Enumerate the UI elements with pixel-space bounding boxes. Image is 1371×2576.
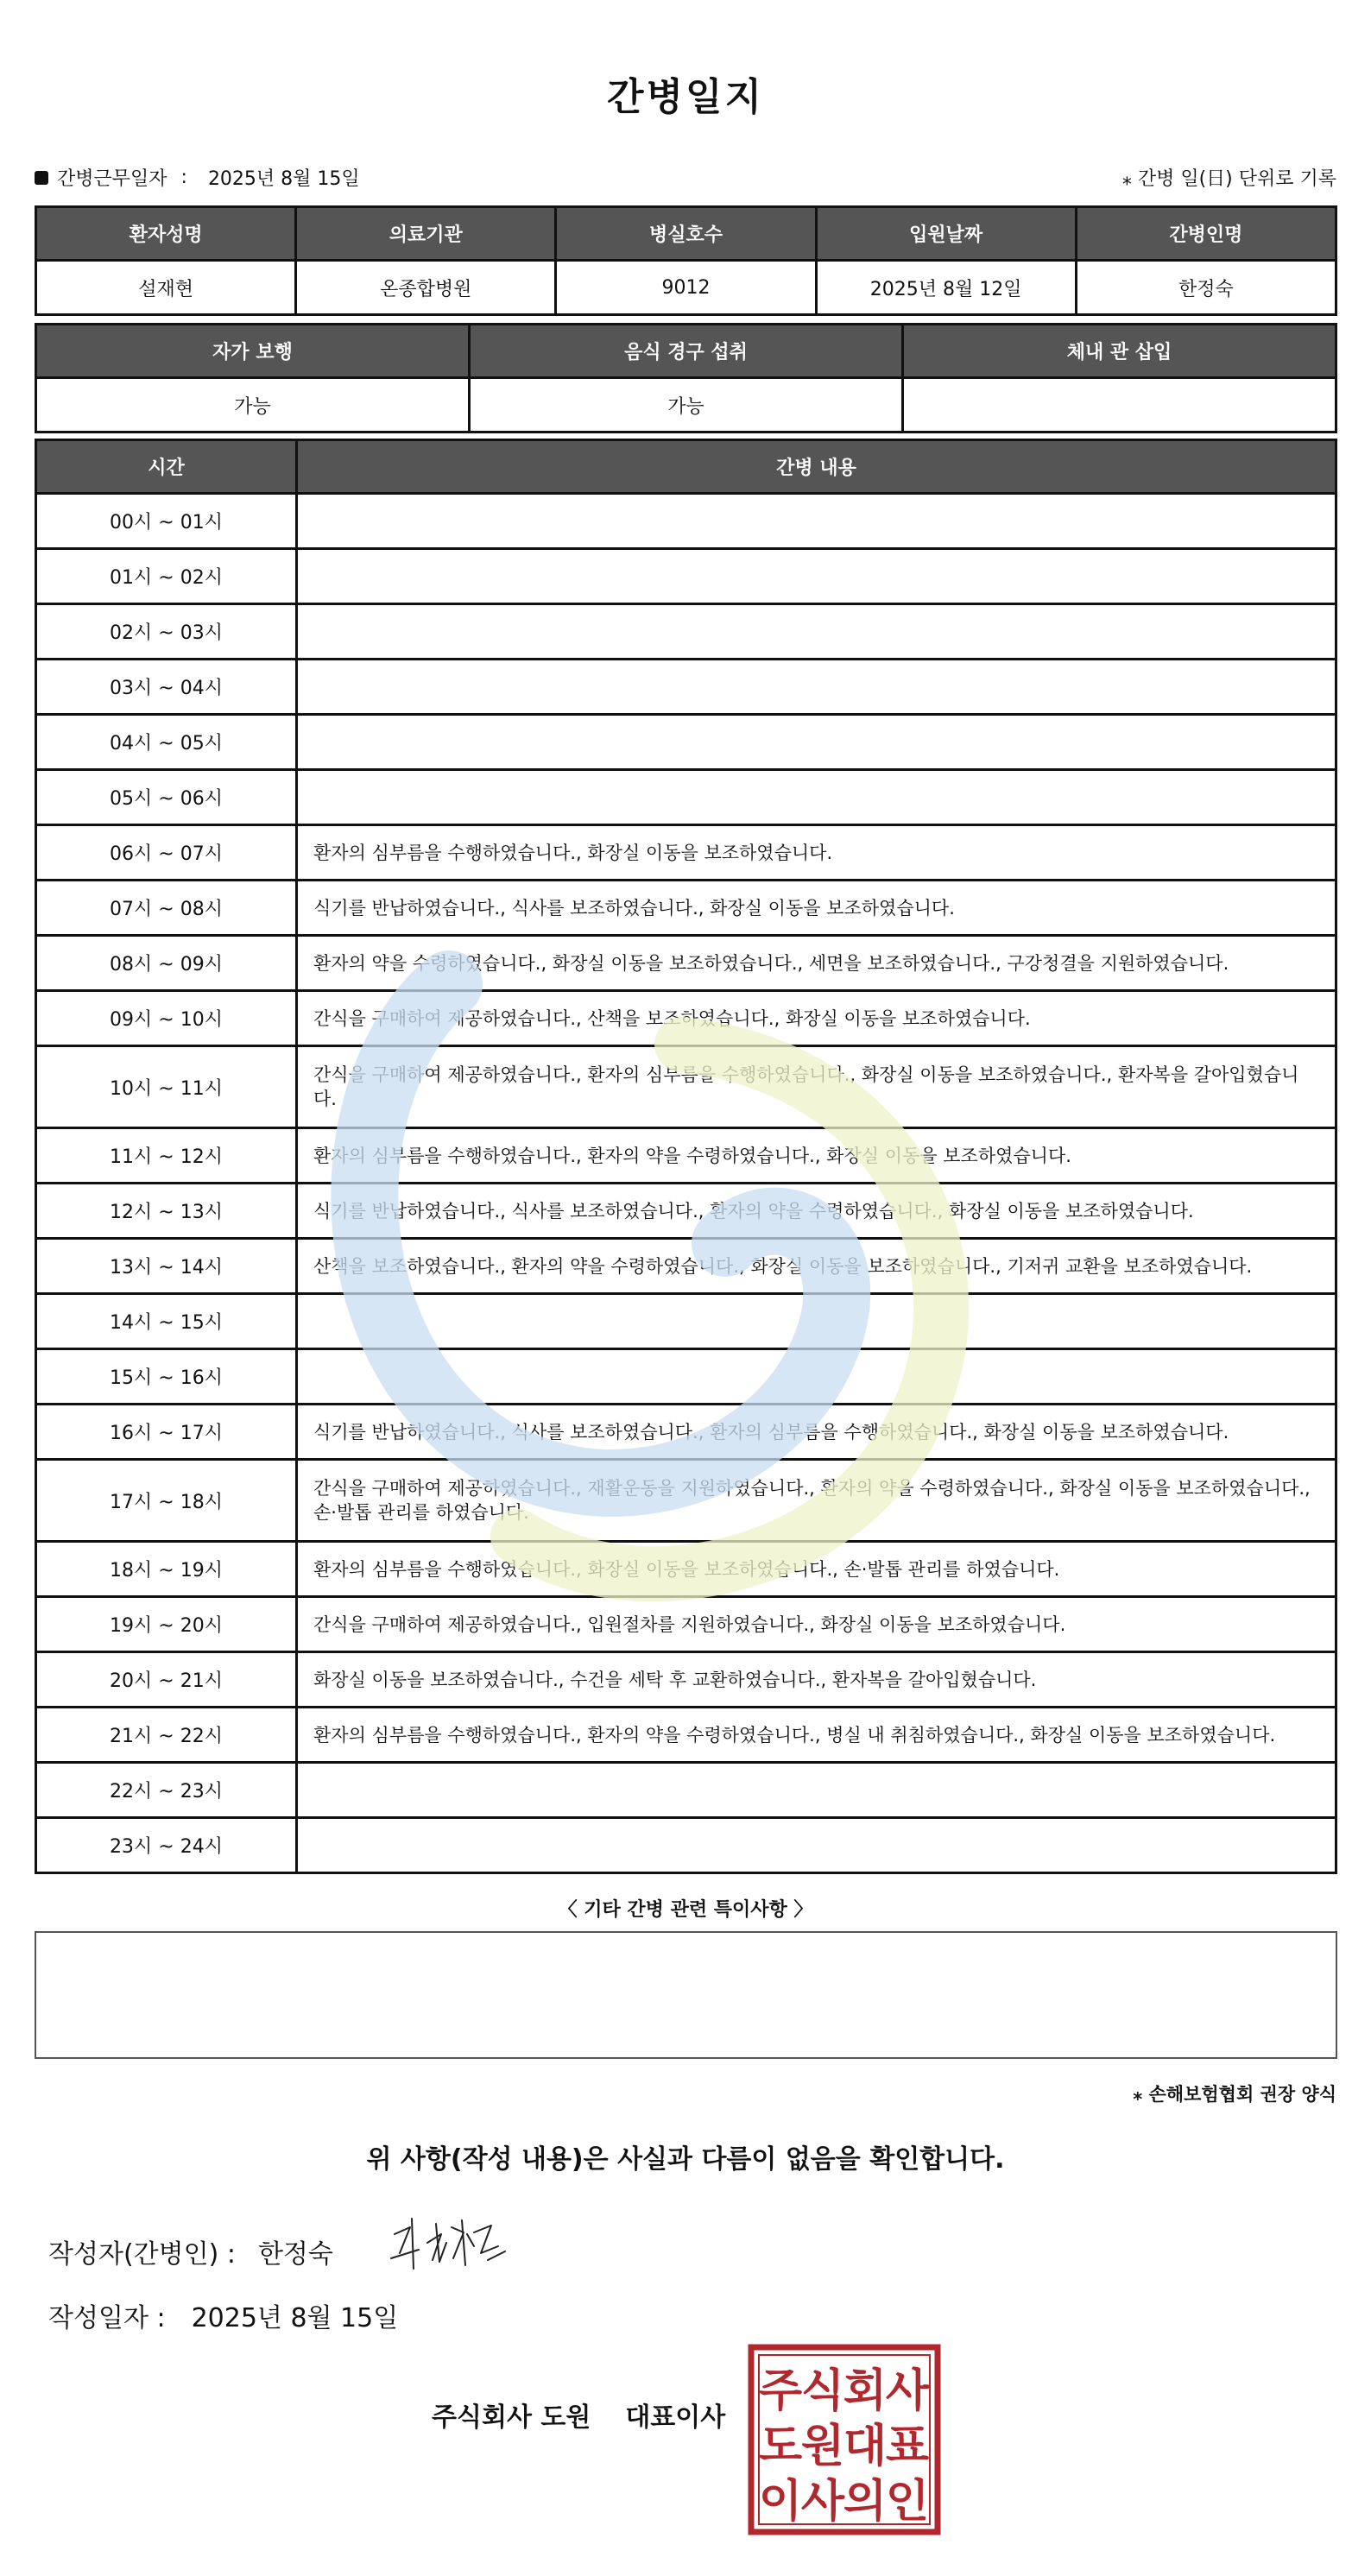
table-row <box>36 1294 1336 1349</box>
care-content: 식기를 반납하였습니다., 식사를 보조하였습니다., 화장실 이동을 보조하였습니다. <box>297 881 1336 936</box>
patient-status-table <box>35 323 1337 433</box>
care-content <box>297 1349 1336 1405</box>
seal-character: 의 <box>843 2476 888 2528</box>
table-row <box>36 1763 1336 1818</box>
patient-name: 설재현 <box>36 261 296 315</box>
caregiver-name: 한정숙 <box>1076 261 1336 315</box>
written-date-value: 2025년 8월 15일 <box>191 2303 399 2333</box>
care-content: 간식을 구매하여 제공하였습니다., 재활운동을 지원하였습니다., 환자의 약을 수령하였습니다., 화장실 이동을 보조하였습니다., 손·발톱 관리를 하였습니다. <box>297 1460 1336 1542</box>
table-row <box>36 1542 1336 1597</box>
care-content <box>297 1763 1336 1818</box>
care-content: 간식을 구매하여 제공하였습니다., 환자의 심부름을 수행하였습니다., 화장실 이동을 보조하였습니다., 환자복을 갈아입혔습니다. <box>297 1046 1336 1128</box>
header-time: 시간 <box>36 440 297 494</box>
self-walking-value: 가능 <box>36 378 470 432</box>
time-slot: 22시 ~ 23시 <box>36 1763 297 1818</box>
writer-line <box>48 2232 333 2270</box>
header-self-walking: 자가 보행 <box>36 325 470 378</box>
writer-label: 작성자(간병인) : <box>48 2239 236 2270</box>
care-content: 간식을 구매하여 제공하였습니다., 입원절차를 지원하였습니다., 화장실 이동을 보조하였습니다. <box>297 1597 1336 1652</box>
table-row <box>36 825 1336 881</box>
time-slot: 17시 ~ 18시 <box>36 1460 297 1542</box>
care-content: 환자의 심부름을 수행하였습니다., 환자의 약을 수령하였습니다., 병실 내 취침하였습니다., 화장실 이동을 보조하였습니다. <box>297 1708 1336 1763</box>
care-content <box>297 549 1336 604</box>
recommend-note: ⁎ 손해보험협회 권장 양식 <box>1133 2084 1336 2105</box>
header-hospital: 의료기관 <box>296 207 556 261</box>
company-seal-stamp <box>748 2344 941 2535</box>
table-row <box>36 1708 1336 1763</box>
seal-character: 표 <box>885 2421 930 2472</box>
time-slot: 04시 ~ 05시 <box>36 715 297 770</box>
care-content: 화장실 이동을 보조하였습니다., 수건을 세탁 후 교환하였습니다., 환자복을 갈아입혔습니다. <box>297 1652 1336 1708</box>
table-row <box>36 1818 1336 1873</box>
table-row <box>36 549 1336 604</box>
care-content <box>297 770 1336 825</box>
time-slot: 21시 ~ 22시 <box>36 1708 297 1763</box>
seal-character: 식 <box>800 2365 845 2417</box>
time-slot: 14시 ~ 15시 <box>36 1294 297 1349</box>
hospital-name: 온종합병원 <box>296 261 556 315</box>
time-slot: 18시 ~ 19시 <box>36 1542 297 1597</box>
time-slot: 07시 ~ 08시 <box>36 881 297 936</box>
seal-character: 인 <box>885 2476 930 2528</box>
table-row <box>36 1405 1336 1460</box>
time-slot: 00시 ~ 01시 <box>36 494 297 549</box>
time-slot: 12시 ~ 13시 <box>36 1184 297 1239</box>
seal-character: 이 <box>758 2476 803 2528</box>
admission-date: 2025년 8월 12일 <box>816 261 1076 315</box>
care-content: 식기를 반납하였습니다., 식사를 보조하였습니다., 환자의 심부름을 수행하였습니다., 화장실 이동을 보조하였습니다. <box>297 1405 1336 1460</box>
written-date-line <box>48 2296 398 2334</box>
time-slot: 08시 ~ 09시 <box>36 936 297 991</box>
header-oral-intake: 음식 경구 섭취 <box>470 325 903 378</box>
care-content <box>297 604 1336 660</box>
seal-character: 사 <box>800 2476 845 2528</box>
table-row <box>36 770 1336 825</box>
table-row <box>36 1239 1336 1294</box>
table-row <box>36 660 1336 715</box>
table-row <box>36 1597 1336 1652</box>
care-content <box>297 715 1336 770</box>
work-date-separator: : <box>180 167 187 188</box>
confirm-statement: 위 사항(작성 내용)은 사실과 다름이 없음을 확인합니다. <box>366 2144 1005 2175</box>
header-caregiver-name: 간병인명 <box>1076 207 1336 261</box>
written-date-label: 작성일자 : <box>48 2303 166 2333</box>
care-content: 환자의 심부름을 수행하였습니다., 화장실 이동을 보조하였습니다., 손·발톱 관리를 하였습니다. <box>297 1542 1336 1597</box>
room-number: 9012 <box>556 261 816 315</box>
header-admission-date: 입원날짜 <box>816 207 1076 261</box>
table-row <box>36 715 1336 770</box>
care-content: 식기를 반납하였습니다., 식사를 보조하였습니다., 환자의 약을 수령하였습니다., 화장실 이동을 보조하였습니다. <box>297 1184 1336 1239</box>
time-slot: 09시 ~ 10시 <box>36 991 297 1046</box>
time-slot: 11시 ~ 12시 <box>36 1128 297 1184</box>
seal-character: 주 <box>758 2365 803 2417</box>
table-row <box>36 1460 1336 1542</box>
table-row <box>36 1046 1336 1128</box>
company-role: 대표이사 <box>625 2402 726 2433</box>
work-date-value: 2025년 8월 15일 <box>207 168 360 190</box>
care-content: 환자의 심부름을 수행하였습니다., 화장실 이동을 보조하였습니다. <box>297 825 1336 881</box>
care-log-table <box>35 439 1337 1874</box>
care-content: 환자의 약을 수령하였습니다., 화장실 이동을 보조하였습니다., 세면을 보조하였습니다., 구강청결을 지원하였습니다. <box>297 936 1336 991</box>
company-line <box>432 2396 725 2434</box>
time-slot: 15시 ~ 16시 <box>36 1349 297 1405</box>
remarks-box <box>35 1931 1337 2059</box>
table-row <box>36 881 1336 936</box>
time-slot: 16시 ~ 17시 <box>36 1405 297 1460</box>
document-title: 간병일지 <box>606 75 764 119</box>
work-date-label: 간병근무일자 <box>57 168 167 190</box>
table-row <box>36 1652 1336 1708</box>
care-content <box>297 1818 1336 1873</box>
time-slot: 20시 ~ 21시 <box>36 1652 297 1708</box>
care-content <box>297 494 1336 549</box>
bullet-square-icon <box>35 171 48 185</box>
oral-intake-value: 가능 <box>470 378 903 432</box>
table-row <box>36 1349 1336 1405</box>
seal-character: 회 <box>843 2365 888 2417</box>
remarks-title: 〈 기타 간병 관련 특이사항 〉 <box>558 1899 813 1921</box>
table-row <box>36 494 1336 549</box>
table-row <box>36 604 1336 660</box>
unit-note: ⁎ 간병 일(日) 단위로 기록 <box>1121 168 1336 190</box>
header-tube-insertion: 체내 관 삽입 <box>903 325 1336 378</box>
time-slot: 19시 ~ 20시 <box>36 1597 297 1652</box>
time-slot: 06시 ~ 07시 <box>36 825 297 881</box>
seal-character: 도 <box>758 2421 803 2472</box>
tube-insertion-value <box>903 378 1336 432</box>
meta-row <box>35 164 1336 190</box>
care-content: 간식을 구매하여 제공하였습니다., 산책을 보조하였습니다., 화장실 이동을 보조하였습니다. <box>297 991 1336 1046</box>
header-patient-name: 환자성명 <box>36 207 296 261</box>
patient-info-table <box>35 205 1337 316</box>
time-slot: 10시 ~ 11시 <box>36 1046 297 1128</box>
time-slot: 13시 ~ 14시 <box>36 1239 297 1294</box>
time-slot: 03시 ~ 04시 <box>36 660 297 715</box>
table-row <box>36 1184 1336 1239</box>
table-row <box>36 991 1336 1046</box>
time-slot: 23시 ~ 24시 <box>36 1818 297 1873</box>
care-content <box>297 660 1336 715</box>
header-room-number: 병실호수 <box>556 207 816 261</box>
seal-character: 사 <box>885 2365 930 2417</box>
care-content: 환자의 심부름을 수행하였습니다., 환자의 약을 수령하였습니다., 화장실 이동을 보조하였습니다. <box>297 1128 1336 1184</box>
table-row <box>36 1128 1336 1184</box>
seal-character: 원 <box>800 2421 845 2472</box>
header-care-content: 간병 내용 <box>297 440 1336 494</box>
company-name: 주식회사 도원 <box>432 2402 591 2433</box>
work-date-line <box>35 164 360 191</box>
care-content: 산책을 보조하였습니다., 환자의 약을 수령하였습니다., 화장실 이동을 보조하였습니다., 기저귀 교환을 보조하였습니다. <box>297 1239 1336 1294</box>
time-slot: 02시 ~ 03시 <box>36 604 297 660</box>
writer-name: 한정숙 <box>257 2239 333 2270</box>
signature-image <box>384 2208 514 2286</box>
seal-character: 대 <box>843 2421 888 2472</box>
time-slot: 01시 ~ 02시 <box>36 549 297 604</box>
care-content <box>297 1294 1336 1349</box>
time-slot: 05시 ~ 06시 <box>36 770 297 825</box>
table-row <box>36 936 1336 991</box>
